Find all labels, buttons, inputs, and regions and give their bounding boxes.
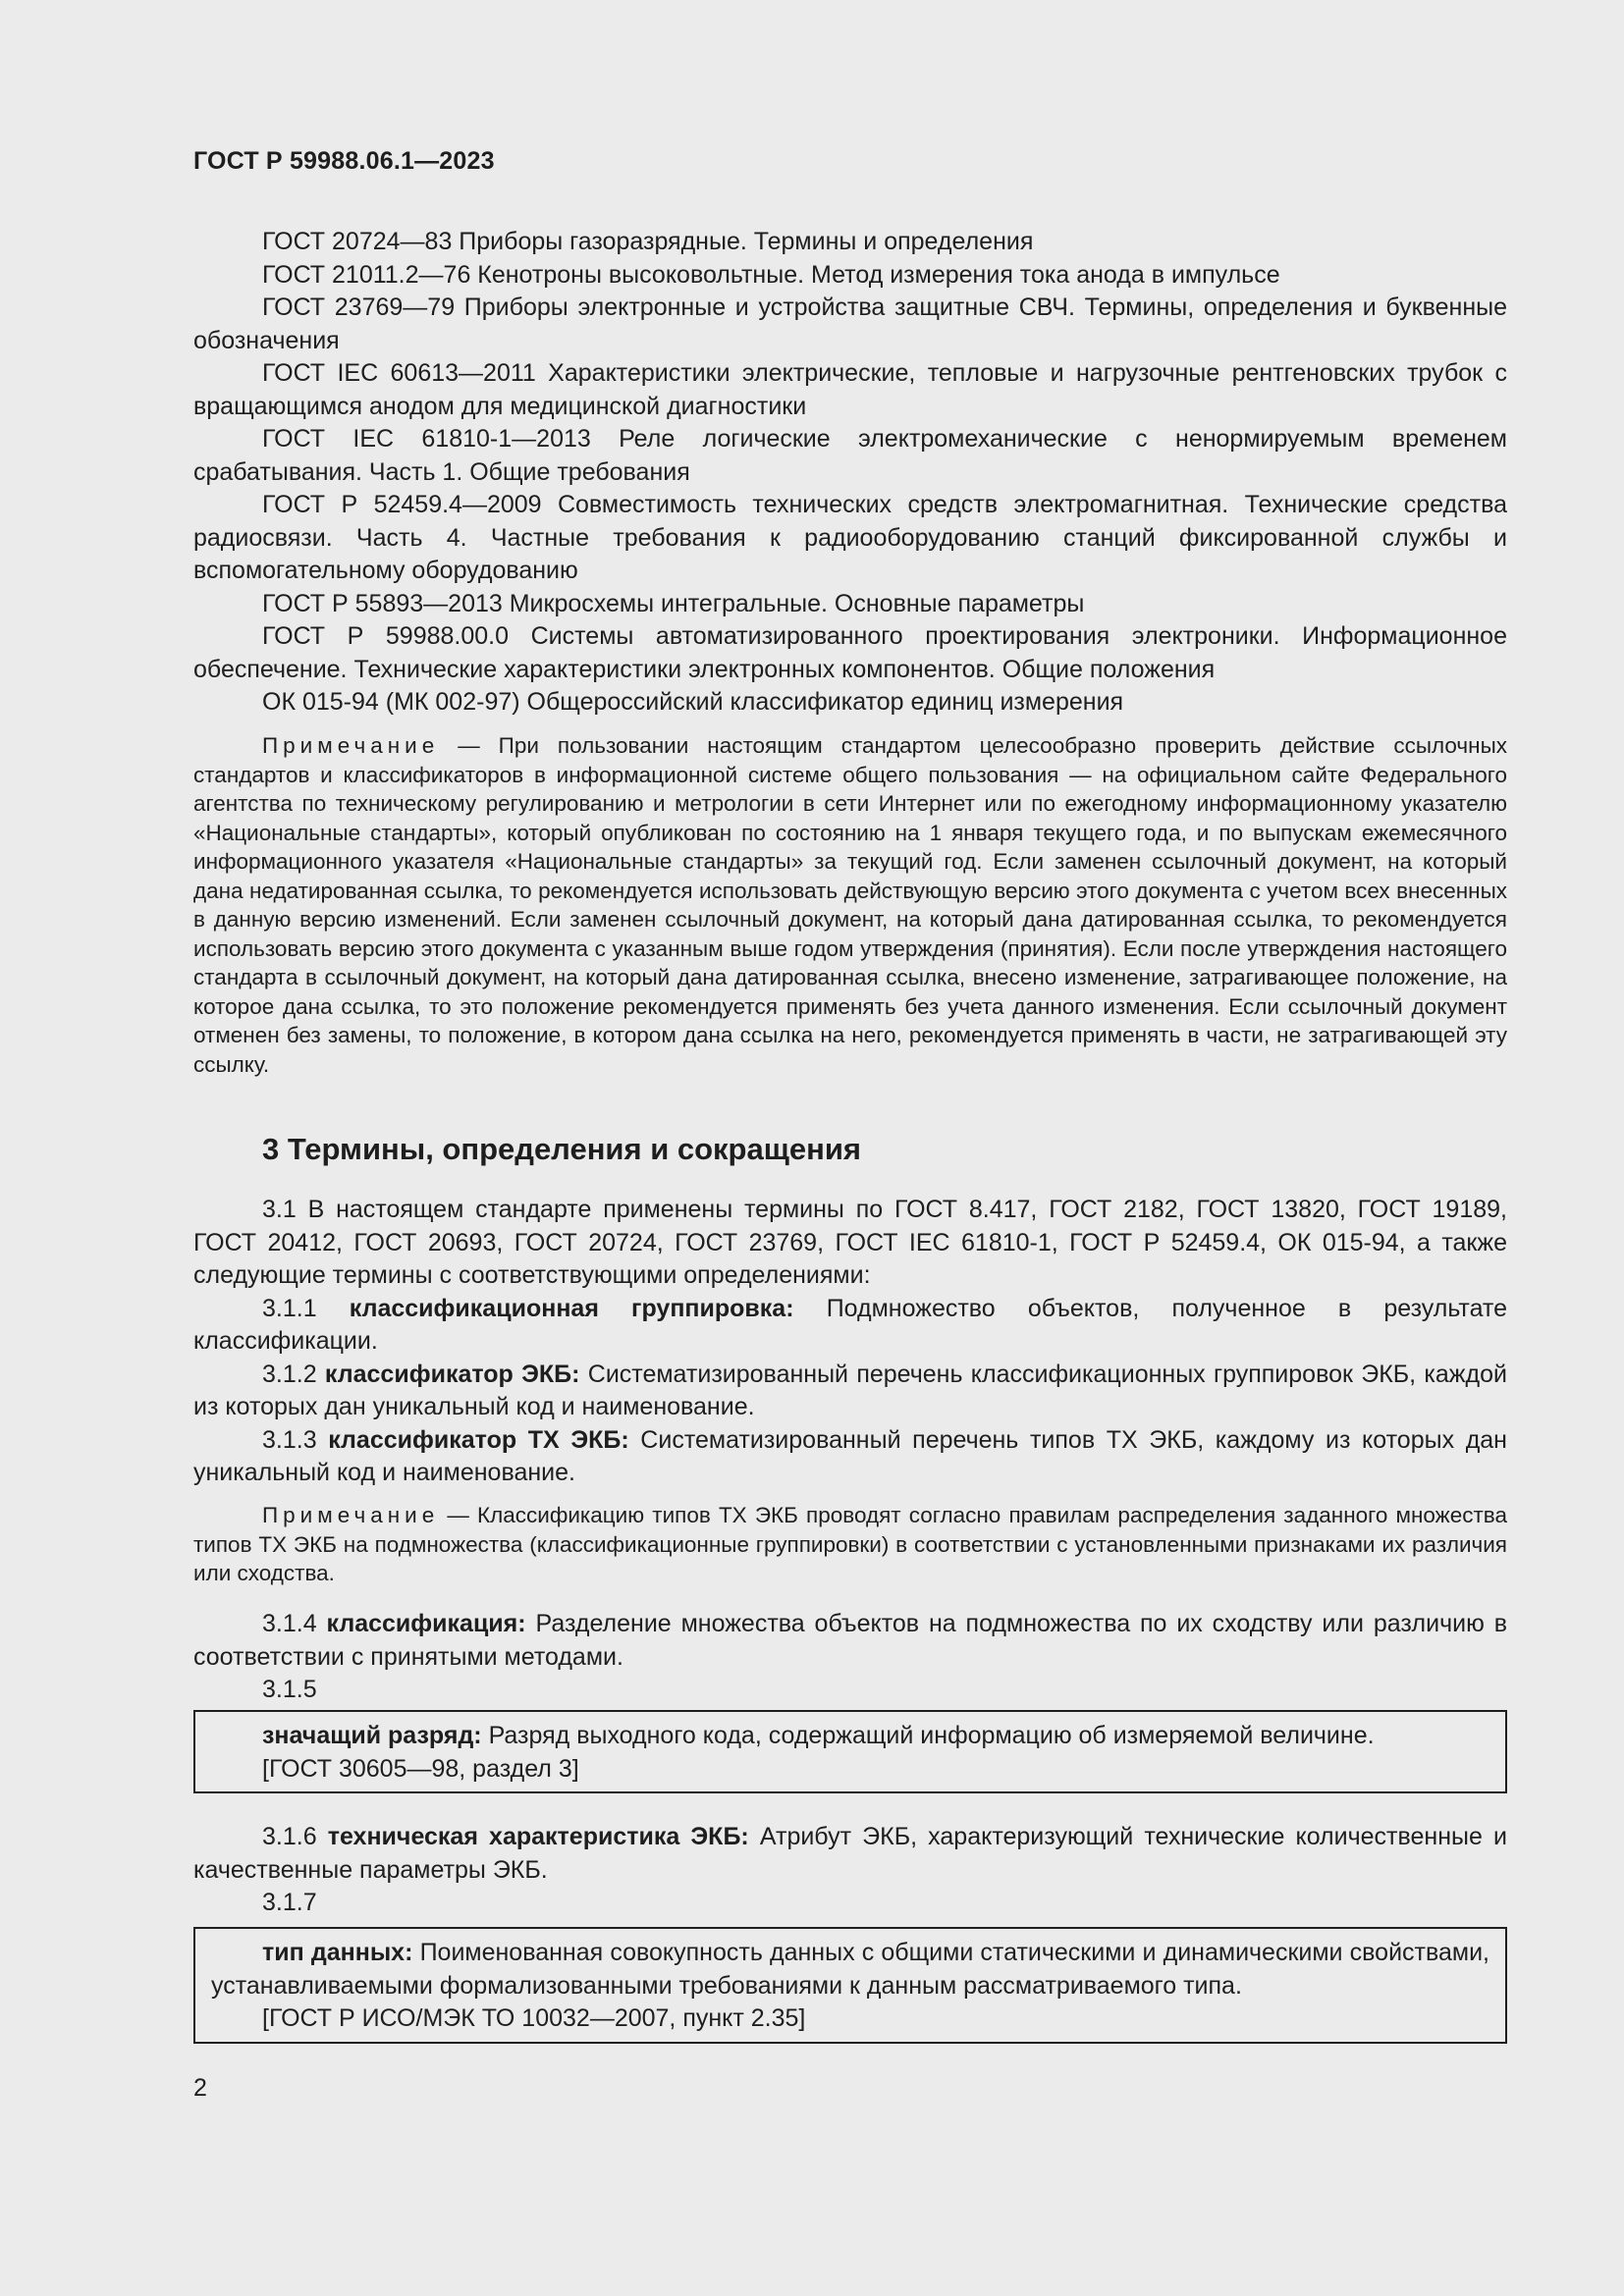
terms-block-2 — [193, 1608, 1507, 1707]
boxed-term — [211, 1720, 1489, 1753]
reference-item: ГОСТ 20724—83 Приборы газоразрядные. Термины и определения — [262, 228, 1034, 255]
boxed-term — [211, 1937, 1489, 2002]
terms-intro: 3.1 В настоящем стандарте применены термины по ГОСТ 8.417, ГОСТ 2182, ГОСТ 13820, ГОСТ 19189, ГОСТ 20412, ГОСТ 20693, ГОСТ 20724, ГОСТ 23769, ГОСТ IEC 61810-1, ГОСТ Р 52459.4, ОК 015-94, а также следующие термины с соответствующими определениями: — [193, 1196, 1507, 1289]
term-entry: 3.1.6 техническая характеристика ЭКБ: Атрибут ЭКБ, характеризующий технические количественные и качественные параметры ЭКБ. — [193, 1823, 1507, 1884]
reference-item: ОК 015-94 (МК 002-97) Общероссийский классификатор единиц измерения — [262, 688, 1124, 716]
note-text: — При пользовании настоящим стандартом целесообразно проверить действие ссылочных стандартов и классификаторов в информационной системе общего пользования — на официальном сайте Федерального агентства по техническому регулированию и метрологии в сети Интернет или по ежегодному информационному указателю «Национальные стандарты», который опубликован по состоянию на 1 января текущего года, и по выпускам ежемесячного информационного указателя «Национальные стандарты» за текущий год. Если заменен ссылочный документ, на который дана недатированная ссылка, то рекомендуется использовать действующую версию этого документа с учетом всех внесенных в данную версию изменений. Если заменен ссылочный документ, на который дана датированная ссылка, то рекомендуется использовать версию этого документа с указанным выше годом утверждения (принятия). Если после утверждения настоящего стандарта в ссылочный документ, на который дана датированная ссылка, внесено изменение, затрагивающее положение, на которое дана ссылка, то это положение рекомендуется применять без учета данного изменения. Если ссылочный документ отменен без замены, то положение, в котором дана ссылка на него, рекомендуется применять в части, не затрагивающей эту ссылку. — [193, 733, 1507, 1077]
term-name: классификатор ТХ ЭКБ: — [328, 1425, 629, 1454]
page-number: 2 — [193, 2074, 207, 2102]
term-number: 3.1.5 — [262, 1676, 317, 1703]
term-box — [193, 1927, 1507, 2044]
term-name: классификационная группировка: — [349, 1294, 794, 1322]
term-definition: Поименованная совокупность данных с общими статическими и динамическими свойствами, устанавливаемыми формализованными требованиями к данным рассматриваемого типа. — [211, 1939, 1489, 2000]
term-number: 3.1.7 — [262, 1889, 317, 1916]
reference-item: ГОСТ 21011.2—76 Кенотроны высоковольтные. Метод измерения тока анода в импульсе — [262, 260, 1280, 289]
reference-item: ГОСТ IEC 60613—2011 Характеристики электрические, тепловые и нагрузочные рентгеновских трубок с вращающимся анодом для медицинской диагностики — [193, 359, 1507, 420]
term-definition: Систематизированный перечень классификационных группировок ЭКБ, каждой из которых дан уникальный код и наименование. — [193, 1360, 1507, 1420]
reference-item: ГОСТ 23769—79 Приборы электронные и устройства защитные СВЧ. Термины, определения и буквенные обозначения — [193, 294, 1507, 354]
term-entry: 3.1.1 классификационная группировка: Подмножество объектов, полученное в результате классификации. — [193, 1294, 1508, 1355]
note-text: — Классификацию типов ТХ ЭКБ проводят согласно правилам распределения заданного множества типов ТХ ЭКБ на подмножества (классификационные группировки) в соответствии с установленными признаками их различия или сходства. — [193, 1503, 1507, 1585]
note-label: Примечание — [262, 1503, 440, 1527]
reference-item: ГОСТ Р 59988.00.0 Системы автоматизированного проектирования электроники. Информационное обеспечение. Технические характеристики электронных компонентов. Общие положения — [193, 622, 1507, 683]
term-name: классификатор ЭКБ: — [324, 1360, 580, 1388]
term-entry: 3.1.3 классификатор ТХ ЭКБ: Систематизированный перечень типов ТХ ЭКБ, каждому из которых дан уникальный код и наименование. — [193, 1425, 1507, 1486]
term-source: [ГОСТ Р ИСО/МЭК ТО 10032—2007, пункт 2.35] — [262, 2004, 806, 2032]
term-name: техническая характеристика ЭКБ: — [327, 1823, 749, 1850]
term-name: тип данных: — [262, 1939, 413, 1966]
term-name: значащий разряд: — [262, 1722, 482, 1749]
term-name: классификация: — [326, 1610, 526, 1637]
term-definition: Разделение множества объектов на подмножества по их сходству или различию в соответствии с принятыми методами. — [193, 1610, 1507, 1671]
section-title: 3 Термины, определения и сокращения — [262, 1132, 861, 1166]
reference-item: ГОСТ Р 55893—2013 Микросхемы интегральные. Основные параметры — [262, 589, 1085, 617]
classifier-note — [193, 1501, 1507, 1588]
reference-item: ГОСТ IEC 61810-1—2013 Реле логические электромеханические с ненормируемым временем срабатывания. Часть 1. Общие требования — [193, 425, 1507, 486]
term-entry: 3.1.2 классификатор ЭКБ: Систематизированный перечень классификационных группировок ЭКБ, каждой из которых дан уникальный код и наименование. — [193, 1360, 1507, 1420]
note-label: Примечание — [262, 733, 440, 758]
document-header: ГОСТ Р 59988.06.1—2023 — [193, 147, 495, 175]
references-note — [193, 731, 1507, 1079]
term-definition: Подмножество объектов, полученное в результате классификации. — [193, 1294, 1508, 1355]
term-box — [193, 1710, 1507, 1793]
term-source: [ГОСТ 30605—98, раздел 3] — [262, 1754, 579, 1783]
term-definition: Атрибут ЭКБ, характеризующий технические количественные и качественные параметры ЭКБ. — [193, 1823, 1507, 1884]
terms-block-3 — [193, 1821, 1507, 1920]
term-definition: Разряд выходного кода, содержащий информацию об измеряемой величине. — [481, 1722, 1375, 1749]
term-definition: Систематизированный перечень типов ТХ ЭКБ, каждому из которых дан уникальный код и наименование. — [193, 1425, 1507, 1486]
terms-block — [193, 1194, 1507, 1490]
references-list — [193, 226, 1507, 720]
reference-item: ГОСТ Р 52459.4—2009 Совместимость технических средств электромагнитная. Технические средства радиосвязи. Часть 4. Частные требования к радиооборудованию станций фиксированной службы и вспомогательному оборудованию — [193, 491, 1507, 584]
term-entry: 3.1.4 классификация: Разделение множества объектов на подмножества по их сходству или различию в соответствии с принятыми методами. — [193, 1610, 1507, 1671]
